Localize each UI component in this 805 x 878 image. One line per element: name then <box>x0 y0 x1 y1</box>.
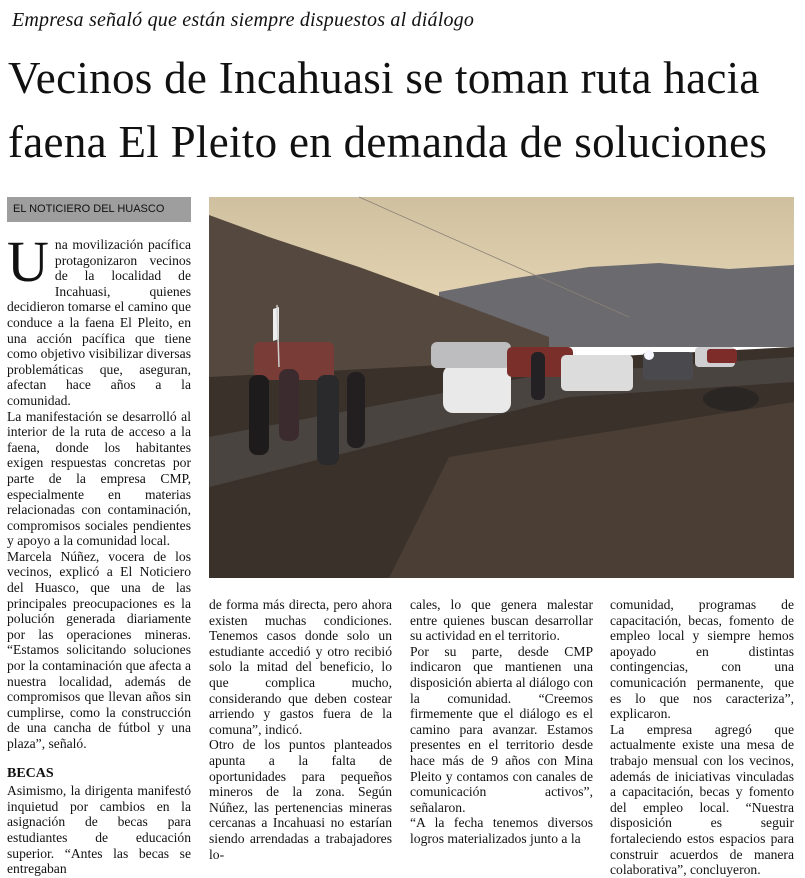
source-label: EL NOTICIERO DEL HUASCO <box>7 197 191 222</box>
article-column-4 <box>610 597 794 878</box>
photo-person-4 <box>347 372 365 448</box>
photo-person-1 <box>249 375 269 455</box>
photo-person-2 <box>279 369 299 441</box>
photo-grey-car <box>431 342 511 368</box>
photo-headlight <box>644 350 654 360</box>
paragraph: na movilización pacífica protagonizaron vecinos de la localidad de Incahuasi, quienes decidieron tomarse el camino que conduce a la faena El Pleito, en una acción pacífica que tiene como objetivo visibilizar diversas problemáticas que, aseguran, afectan hace años a la comunidad. <box>7 237 191 408</box>
paragraph: Por su parte, desde CMP indicaron que mantienen una disposición abierta al diálogo con la comunidad. “Creemos firmemente que el diálogo es el camino para avanzar. Estamos presentes en el territorio desde hace más de 9 años con Mina Pleito y contamos con canales de comunicación activos”, señalaron. <box>410 643 593 815</box>
kicker: Empresa señaló que están siempre dispuestos al diálogo <box>12 9 475 31</box>
photo-white-car <box>443 365 511 413</box>
paragraph: Asimismo, la dirigenta manifestó inquietud por cambios en la asignación de becas para estudiantes de educación superior. “Antes las becas se entregaban <box>7 783 191 877</box>
paragraph: La empresa agregó que actualmente existe una mesa de trabajo mensual con los vecinos, además de iniciativas vinculadas a capacitación, becas y fomento del empleo local. “Nuestra disposición es seguir fortaleciendo estos espacios para construir acuerdos de manera colaborativa”, concluyeron. <box>610 721 794 878</box>
article-column-3 <box>410 597 593 846</box>
news-photo <box>209 197 794 578</box>
paragraph: Otro de los puntos planteados apunta a la falta de oportunidades para pequeños mineros de la zona. Según Núñez, las pertenencias mineras cercanas a Incahuasi no estarían siendo arrendadas a trabajadores lo- <box>209 737 392 862</box>
photo-white-pickup <box>561 355 633 391</box>
article-column-1 <box>7 229 191 877</box>
photo-person-3 <box>317 375 339 465</box>
paragraph: Marcela Núñez, vocera de los vecinos, explicó a El Noticiero del Huasco, que una de las principales preocupaciones es la polución generada diariamente por las operaciones mineras. “Estamos solicitando soluciones por la contaminación que afecta a nuestra localidad, además de compromisos que llevan años sin cumplirse, como la construcción de una cancha de fútbol y una plaza”, señaló. <box>7 548 191 751</box>
photo-tire <box>703 387 759 411</box>
paragraph: cales, lo que genera malestar entre quienes buscan desarrollar su actividad en el territorio. <box>410 597 593 644</box>
paragraph: La manifestación se desarrolló al interior de la ruta de acceso a la faena, donde los habitantes exigen respuestas concretas por parte de la empresa CMP, especialmente en materias relacionadas con contaminación, compromisos sociales pendientes y apoyo a la comunidad local. <box>7 408 191 549</box>
section-subhead: BECAS <box>7 765 54 781</box>
article-column-2 <box>209 597 392 862</box>
paragraph: de forma más directa, pero ahora existen muchas condiciones. Tenemos casos donde solo un estudiante accedió y otro recibió solo la mitad del beneficio, lo que complica mucho, considerando que deben costear arriendo y gastos fuera de la comuna”, indicó. <box>209 597 392 737</box>
paragraph: “A la fecha tenemos diversos logros materializados junto a la <box>410 815 593 846</box>
drop-cap: U <box>7 229 49 294</box>
photo-far-red-car <box>707 349 737 363</box>
photo-person-5 <box>531 352 545 400</box>
paragraph: comunidad, programas de capacitación, becas, fomento de empleo local y siempre hemos apoyado en distintas contingencias, con una comunicación permanente, que es lo que nos caracteriza”, explicaron. <box>610 597 794 722</box>
headline: Vecinos de Incahuasi se toman ruta hacia faena El Pleito en demanda de soluciones <box>8 53 768 167</box>
